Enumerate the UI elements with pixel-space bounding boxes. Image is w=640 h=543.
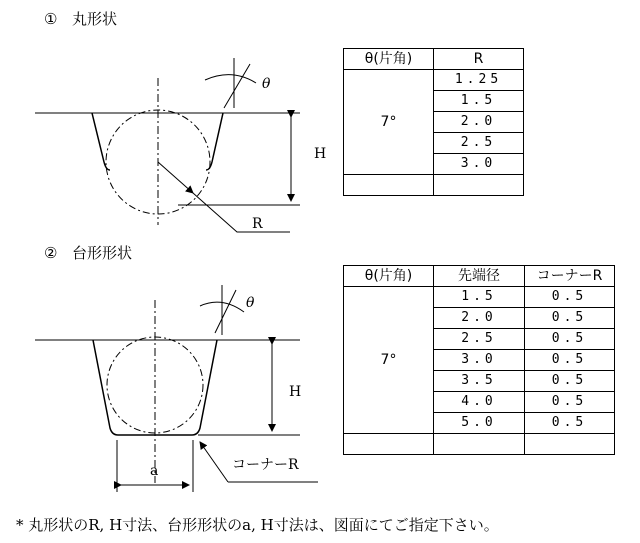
H-label: H	[314, 146, 327, 162]
a-label: a	[150, 463, 159, 479]
table-row	[344, 70, 524, 91]
value-cell: 0.5	[525, 350, 615, 371]
empty-cell	[434, 175, 524, 196]
section2-title: 台形形状	[72, 244, 133, 262]
corner-leader-arrow	[200, 442, 228, 482]
table-header-row	[344, 49, 524, 70]
theta-label-2: θ	[246, 295, 255, 311]
value-cell: 0.5	[525, 371, 615, 392]
angle-line	[224, 64, 250, 108]
value-cell: 2.5	[434, 133, 524, 154]
R-leader-line	[193, 193, 290, 232]
value-cell: 1.5	[434, 287, 525, 308]
header-corner-R: コーナーR	[525, 266, 615, 287]
value-cell: 2.0	[434, 308, 525, 329]
angle-arc	[205, 75, 256, 83]
section1-title: 丸形状	[72, 10, 118, 28]
value-cell: 0.5	[525, 329, 615, 350]
header-tip-diameter: 先端径	[434, 266, 525, 287]
value-cell: 0.5	[525, 413, 615, 434]
corner-R-label: コーナーR	[232, 457, 299, 473]
round-spec-table	[343, 48, 524, 196]
table-row	[344, 175, 524, 196]
table-header-row	[344, 266, 615, 287]
H-label-2: H	[289, 384, 302, 400]
angle-cell: 7°	[344, 70, 434, 175]
groove-left-wall	[92, 113, 110, 170]
R-leader-arrow	[158, 162, 193, 193]
empty-cell	[344, 434, 434, 455]
header-theta: θ(片角)	[344, 49, 434, 70]
angle-cell: 7°	[344, 287, 434, 434]
value-cell: 2.5	[434, 329, 525, 350]
table-row	[344, 434, 615, 455]
value-cell: 5.0	[434, 413, 525, 434]
header-R: R	[434, 49, 524, 70]
trapezoid-spec-table	[343, 265, 615, 455]
empty-cell	[525, 434, 615, 455]
angle-line-2	[215, 290, 236, 333]
empty-cell	[434, 434, 525, 455]
value-cell: 0.5	[525, 287, 615, 308]
value-cell: 3.5	[434, 371, 525, 392]
value-cell: 3.0	[434, 350, 525, 371]
footnote: * 丸形状のR, H寸法、台形形状のa, H寸法は、図面にてご指定下さい。	[16, 516, 499, 534]
value-cell: 2.0	[434, 112, 524, 133]
table-row	[344, 287, 615, 308]
value-cell: 1.25	[434, 70, 524, 91]
round-groove-drawing	[35, 58, 326, 232]
value-cell: 4.0	[434, 392, 525, 413]
section1-number: ①	[44, 10, 58, 28]
value-cell: 0.5	[525, 308, 615, 329]
header-theta: θ(片角)	[344, 266, 434, 287]
R-label: R	[252, 216, 263, 232]
value-cell: 3.0	[434, 154, 524, 175]
value-cell: 0.5	[525, 392, 615, 413]
value-cell: 1.5	[434, 91, 524, 112]
theta-label: θ	[262, 76, 271, 92]
section2-number: ②	[44, 244, 58, 262]
empty-cell	[344, 175, 434, 196]
trapezoid-groove-drawing	[35, 285, 318, 492]
groove-right-wall	[206, 113, 223, 170]
